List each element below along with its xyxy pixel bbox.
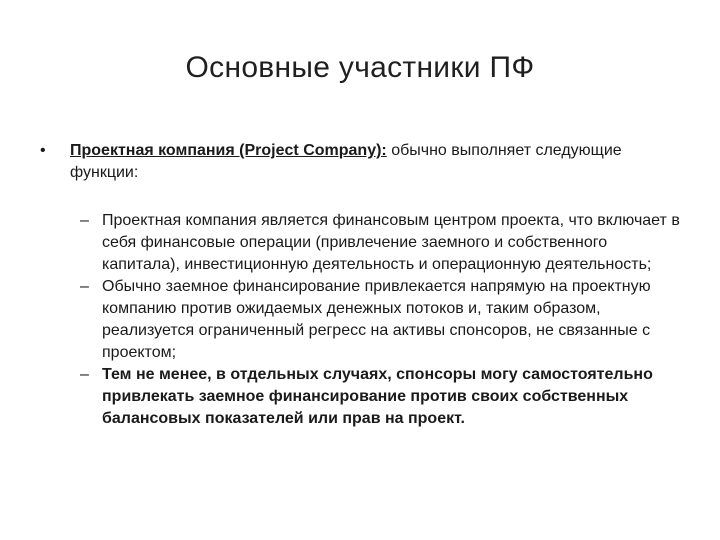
dash-marker: – [80, 278, 89, 295]
slide-title: Основные участники ПФ [185, 51, 535, 84]
dash-marker: – [80, 366, 89, 383]
sub-item-1 [80, 210, 680, 276]
dash-marker: – [80, 212, 89, 229]
main-bullet [36, 140, 656, 184]
project-company-term: Проектная компания (Project Company): [70, 142, 387, 159]
sub-item-text: Обычно заемное финансирование привлекается напрямую на проектную компанию против ожидаемых денежных потоков и, таким образом, реализуется ограниченный регресс на активы спонсоров, не связанные с проектом; [102, 278, 651, 361]
sub-item-3 [80, 364, 680, 430]
main-bullet-line [36, 140, 656, 184]
bullet-marker: • [40, 142, 46, 159]
main-bullet-rest: обычно выполняет следующие функции: [70, 142, 622, 181]
sub-item-text: Проектная компания является финансовым центром проекта, что включает в себя финансовые операции (привлечение заемного и собственного капитала), инвестиционную деятельность и операционную деятельность; [102, 212, 680, 273]
sub-item-text: Тем не менее, в отдельных случаях, спонсоры могу самостоятельно привлекать заемное финансирование против своих собственных балансовых показателей или прав на проект. [102, 366, 653, 427]
main-bullet-text [70, 140, 656, 184]
sub-item-2 [80, 276, 680, 364]
sub-list [80, 210, 680, 430]
